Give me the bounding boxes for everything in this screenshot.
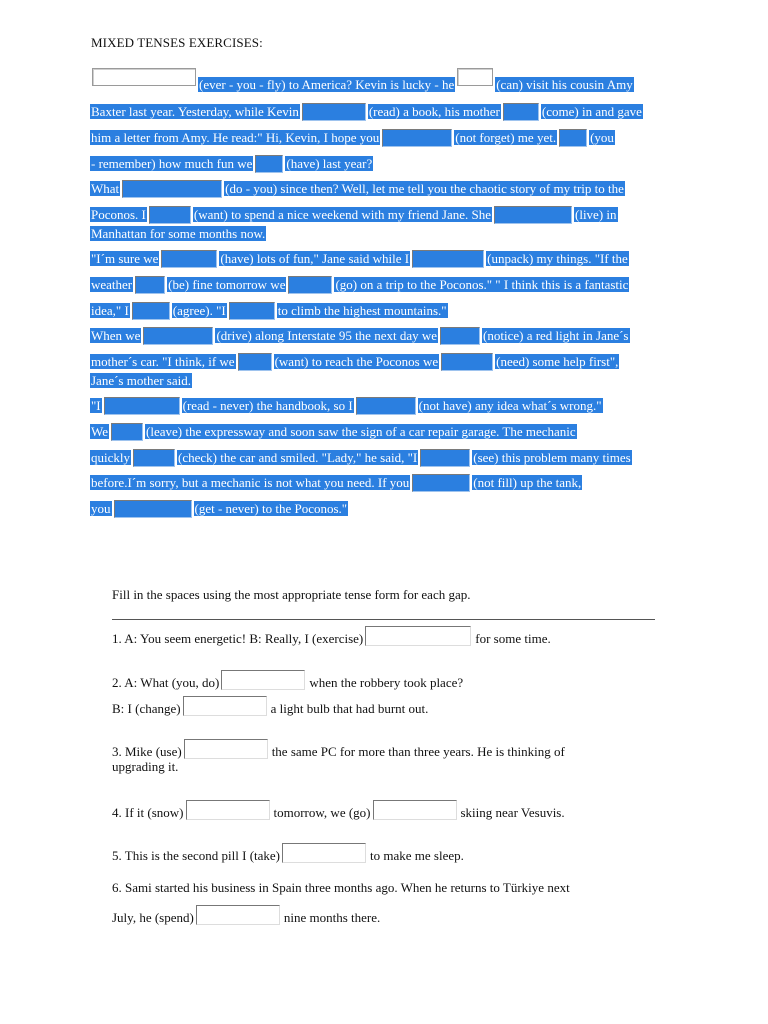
passage-line: (ever - you - fly) to America? Kevin is lucky - he (can) visit his cousin Amy	[90, 68, 634, 87]
page-title: MIXED TENSES EXERCISES:	[91, 35, 263, 50]
q3-answer-box[interactable]	[184, 739, 268, 759]
answer-gap-23[interactable]	[111, 423, 143, 441]
answer-gap-3[interactable]	[302, 103, 366, 121]
passage-line: Poconos. I (want) to spend a nice weekend with my friend Jane. She (live) in	[91, 207, 617, 222]
passage-line: Manhattan for some months now.	[91, 226, 266, 241]
passage-line: weather (be) fine tomorrow we (go) on a trip to the Poconos." " I think this is a fantastic	[91, 277, 629, 292]
answer-gap-26[interactable]	[412, 474, 470, 492]
answer-gap-18[interactable]	[440, 327, 480, 345]
passage-line: quickly (check) the car and smiled. "Lady," he said, "I (see) this problem many times	[91, 450, 631, 465]
section-divider	[112, 619, 655, 620]
answer-gap-5[interactable]	[382, 129, 452, 147]
answer-gap-22[interactable]	[356, 397, 416, 415]
answer-gap-12[interactable]	[412, 250, 484, 268]
answer-gap-1[interactable]	[92, 68, 196, 86]
q4-answer-box-1[interactable]	[186, 800, 270, 820]
q5-answer-box[interactable]	[282, 843, 366, 863]
passage-line: before.I´m sorry, but a mechanic is not what you need. If you (not fill) up the tank,	[91, 475, 582, 490]
passage-line: When we (drive) along Interstate 95 the next day we (notice) a red light in Jane´s	[91, 328, 629, 343]
answer-gap-10[interactable]	[494, 206, 572, 224]
answer-gap-7[interactable]	[255, 155, 283, 173]
passage-line: idea," I (agree). "I to climb the highest mountains."	[91, 303, 447, 318]
answer-gap-27[interactable]	[114, 500, 192, 518]
answer-gap-19[interactable]	[238, 353, 272, 371]
q6-answer-box[interactable]	[196, 905, 280, 925]
answer-gap-17[interactable]	[143, 327, 213, 345]
answer-gap-9[interactable]	[149, 206, 191, 224]
passage-line: - remember) how much fun we (have) last year?	[91, 156, 373, 171]
passage-line: "I (read - never) the handbook, so I (not have) any idea what´s wrong."	[91, 398, 602, 413]
passage-line: mother´s car. "I think, if we (want) to reach the Poconos we (need) some help first",	[91, 354, 619, 369]
passage-line: you (get - never) to the Poconos."	[91, 501, 348, 516]
passage-line: Baxter last year. Yesterday, while Kevin (read) a book, his mother (come) in and gave	[91, 104, 642, 119]
answer-gap-14[interactable]	[288, 276, 332, 294]
answer-gap-15[interactable]	[132, 302, 170, 320]
answer-gap-20[interactable]	[441, 353, 493, 371]
answer-gap-11[interactable]	[161, 250, 217, 268]
answer-gap-13[interactable]	[135, 276, 165, 294]
answer-gap-25[interactable]	[420, 449, 470, 467]
passage-line: "I´m sure we (have) lots of fun," Jane said while I (unpack) my things. "If the	[91, 251, 628, 266]
q2-answer-box-2[interactable]	[183, 696, 267, 716]
passage-line: him a letter from Amy. He read:" Hi, Kevin, I hope you (not forget) me yet. (you	[91, 130, 614, 145]
q4-answer-box-2[interactable]	[373, 800, 457, 820]
passage-line: What (do - you) since then? Well, let me tell you the chaotic story of my trip to the	[91, 181, 624, 196]
q1-answer-box[interactable]	[365, 626, 471, 646]
q2-answer-box-1[interactable]	[221, 670, 305, 690]
answer-gap-4[interactable]	[503, 103, 539, 121]
answer-gap-21[interactable]	[104, 397, 180, 415]
passage-line: Jane´s mother said.	[91, 373, 192, 388]
passage-line: We (leave) the expressway and soon saw the sign of a car repair garage. The mechanic	[91, 424, 576, 439]
answer-gap-16[interactable]	[229, 302, 275, 320]
answer-gap-2[interactable]	[457, 68, 493, 86]
answer-gap-24[interactable]	[133, 449, 175, 467]
answer-gap-6[interactable]	[559, 129, 587, 147]
answer-gap-8[interactable]	[122, 180, 222, 198]
document-page: MIXED TENSES EXERCISES: (ever - you - fly) to America? Kevin is lucky - he (can) visit his cousin Amy Baxter last year. Yesterday, while Kevin (read) a book, his mother (come) in and gave him a letter from Amy. He read:" Hi, Kevin, I hope you (not forget) me yet. (you - remember) how much fun we (have) last year? What (do - you) since then? Well, let me tell you the chaotic story of my trip to the Poconos. I (want) to spend a nice weekend with my friend Jane. She (live) in Manhattan for some months now. "I´m sure we (have) lots of fun," Jane said while I (unpack) my things. "If the weather (be) fine tomorrow we (go) on a trip to the Poconos." " I think this is a fantastic idea," I (agree). "I to climb the highest mountains." When we (drive) along Interstate 95 the next day we (notice) a red light in Jane´s mother´s car. "I think, if we (want) to reach the Poconos we (need) some help first", Jane´s mother said. "I (read - never) the handbook, so I (not have) any idea what´s wrong." We (leave) the expressway and soon saw the sign of a car repair garage. The mechanic quickly (check) the car and smiled. "Lady," he said, "I (see) this problem many times before.I´m sorry, but a mechanic is not what you need. If you (not fill) up the tank, you (get - never) to the Poconos." Fill in the spaces using the most appropriate tense form for each gap. 1. A: You seem energetic! B: Really, I (exercise) for some time. 2. A: What (you, do) when the robbery took place? B: I (change) a light bulb that had burnt out. 3. Mike (use) the same PC for more than three years. He is thinking of upgrading it. 4. If it (snow) tomorrow, we (go) skiing near Vesuvis. 5. This is the second pill I (take) to make me sleep. 6. Sami started his business in Spain three months ago. When he returns to Türkiye next July, he (spend) nine months there.	[0, 0, 768, 1024]
